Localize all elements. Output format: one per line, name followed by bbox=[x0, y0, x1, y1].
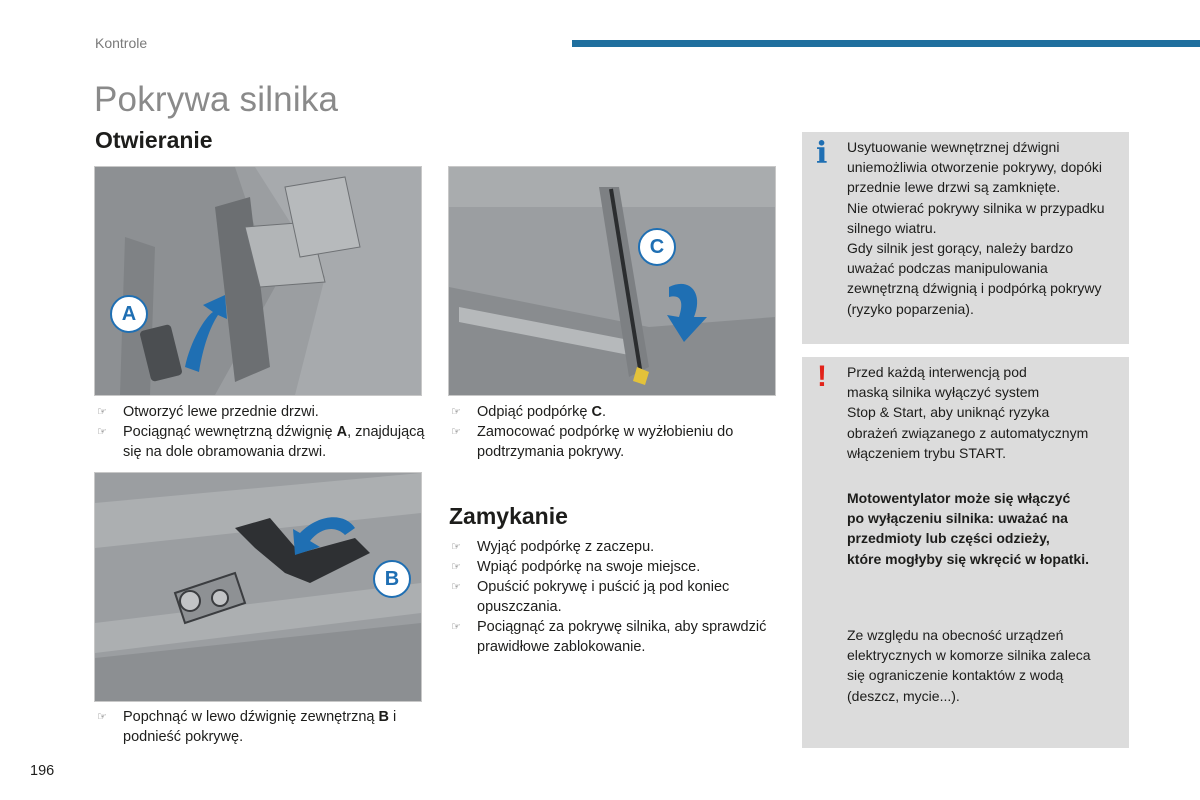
info-note-box bbox=[802, 132, 1129, 344]
step-item: ☞ Odpiąć podpórkę C. bbox=[451, 404, 606, 420]
step-item: ☞ Wpiąć podpórkę na swoje miejsce. bbox=[451, 559, 701, 575]
callout-b: B bbox=[373, 560, 411, 598]
callout-a: A bbox=[110, 295, 148, 333]
step-marker-icon: ☞ bbox=[451, 581, 461, 593]
water-warning-text: Ze względu na obecność urządzeń elektrycznych w komorze silnika zaleca się ograniczenie kontaktów z wodą (deszcz, mycie...). bbox=[847, 627, 1091, 704]
warning-note-text: Przed każdą interwencją pod maską silnika wyłączyć system Stop & Start, aby uniknąć ryzyka obrażeń związanego z automatycznym włączeniem trybu START. bbox=[847, 364, 1089, 461]
step-marker-icon: ☞ bbox=[451, 561, 461, 573]
section-label: Kontrole bbox=[95, 35, 148, 51]
page-title: Pokrywa silnika bbox=[94, 80, 339, 119]
opening-heading: Otwieranie bbox=[95, 127, 213, 153]
steps-lever-b bbox=[95, 707, 425, 747]
warning-icon: ! bbox=[817, 360, 827, 393]
closing-heading: Zamykanie bbox=[449, 503, 568, 529]
figure-lever-a bbox=[94, 166, 422, 396]
step-marker-icon: ☞ bbox=[97, 406, 107, 418]
step-item: ☞ Zamocować podpórkę w wyżłobieniu do podtrzymania pokrywy. bbox=[451, 424, 734, 460]
step-item: ☞ Otworzyć lewe przednie drzwi. bbox=[97, 404, 319, 420]
fan-warning-text: Motowentylator może się włączyć po wyłączeniu silnika: uważać na przedmioty lub części odzieży, które mogłyby się wkręcić w łopatki. bbox=[847, 490, 1089, 567]
step-marker-icon: ☞ bbox=[451, 426, 461, 438]
header-accent-bar bbox=[572, 40, 1200, 47]
step-marker-icon: ☞ bbox=[97, 711, 107, 723]
callout-c: C bbox=[638, 228, 676, 266]
figure-lever-b bbox=[94, 472, 422, 702]
step-item: ☞ Wyjąć podpórkę z zaczepu. bbox=[451, 539, 655, 555]
step-item: ☞ Opuścić pokrywę i puścić ją pod koniec opuszczania. bbox=[451, 579, 730, 615]
step-marker-icon: ☞ bbox=[451, 541, 461, 553]
step-marker-icon: ☞ bbox=[451, 621, 461, 633]
page-number: 196 bbox=[30, 763, 55, 779]
step-marker-icon: ☞ bbox=[97, 426, 107, 438]
info-icon: i bbox=[816, 136, 828, 171]
steps-closing bbox=[449, 537, 769, 657]
step-marker-icon: ☞ bbox=[451, 406, 461, 418]
info-note-text: Usytuowanie wewnętrznej dźwigni uniemożliwia otworzenie pokrywy, dopóki przednie lewe drzwi są zamknięte. Nie otwierać pokrywy silnika w przypadku silnego wiatru. Gdy silnik jest gorący, należy bardzo uważać podczas manipulowania zewnętrzną dźwignią i podpórką pokrywy (ryzyko poparzenia). bbox=[847, 139, 1105, 317]
steps-prop-rod-c bbox=[449, 402, 769, 462]
step-item: ☞ Pociągnąć wewnętrzną dźwignię A, znajdującą się na dole obramowania drzwi. bbox=[97, 424, 425, 460]
step-item: ☞ Popchnąć w lewo dźwignię zewnętrzną B i podnieść pokrywę. bbox=[97, 709, 397, 745]
step-item: ☞ Pociągnąć za pokrywę silnika, aby sprawdzić prawidłowe zablokowanie. bbox=[451, 619, 767, 655]
figure-prop-rod-c bbox=[448, 166, 776, 396]
steps-lever-a bbox=[95, 402, 425, 462]
warning-note-box bbox=[802, 357, 1129, 748]
